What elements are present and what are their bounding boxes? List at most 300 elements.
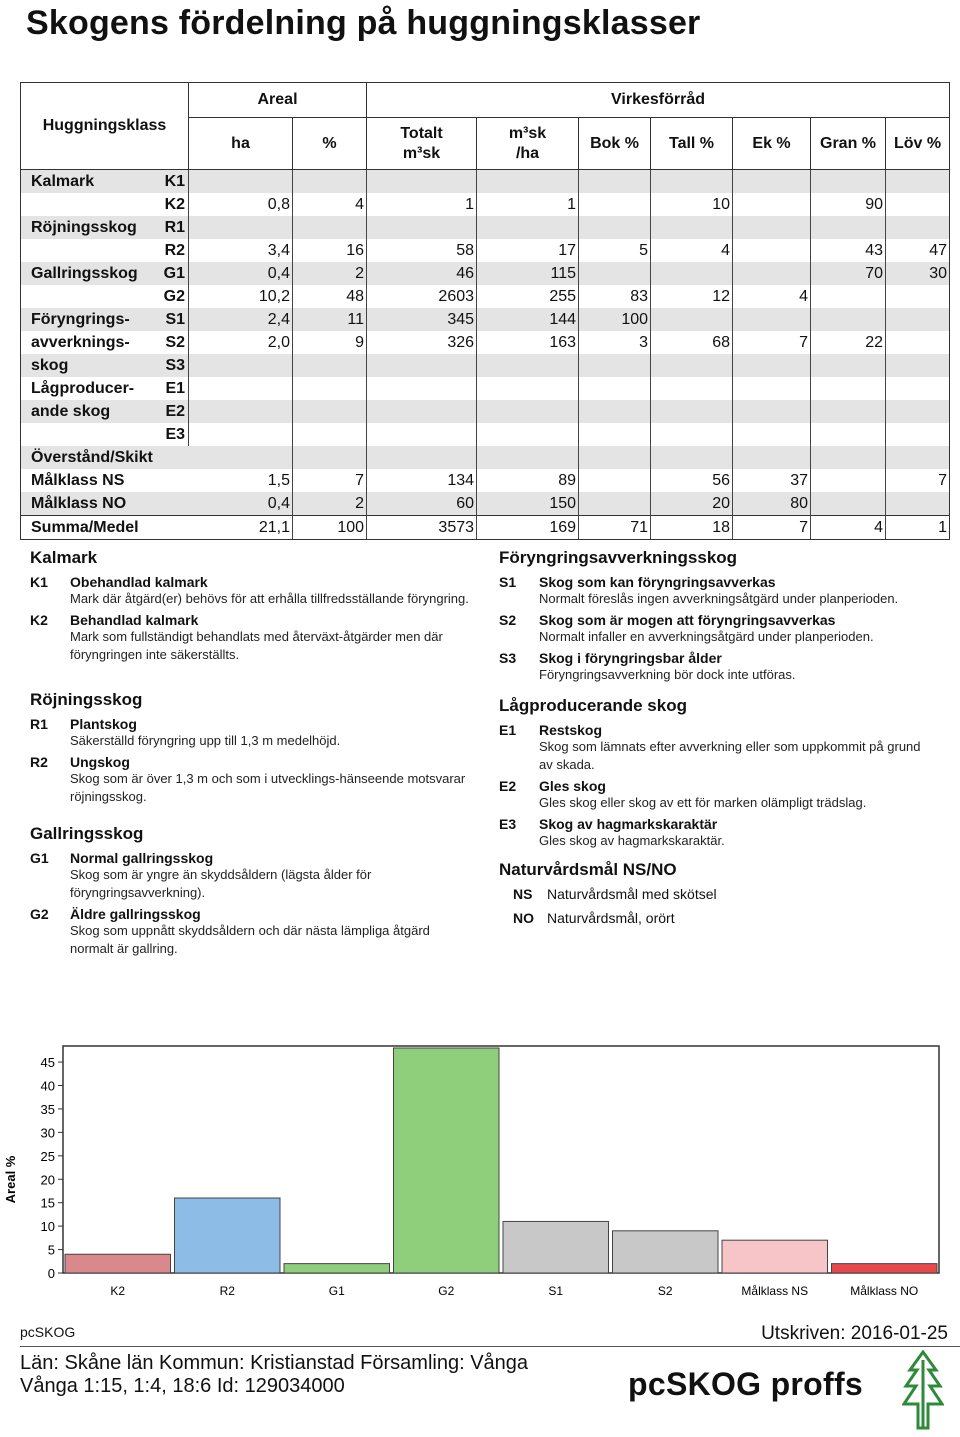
- legend-code: R2: [30, 754, 48, 770]
- cell-bok: 71: [579, 516, 651, 540]
- cell-ek: [733, 239, 811, 262]
- x-tick-label: K2: [110, 1284, 126, 1298]
- legend-section: [30, 548, 475, 664]
- cell-bok: 3: [579, 331, 651, 354]
- cell-lov: 1: [886, 516, 950, 540]
- ns-heading: Naturvårdsmål NS/NO: [499, 860, 677, 879]
- cell-tall: 12: [651, 285, 733, 308]
- cell-pct: [293, 170, 367, 194]
- cell-ek: 7: [733, 516, 811, 540]
- cell-bok: [579, 492, 651, 516]
- cell-ek: [733, 170, 811, 194]
- legend-item: [30, 716, 475, 750]
- legend-name: Skog i föryngringsbar ålder: [539, 650, 722, 666]
- cell-lov: [886, 492, 950, 516]
- row-label: Föryngrings-: [21, 308, 159, 331]
- cell-msk: 169: [477, 516, 579, 540]
- col-gran: Gran %: [811, 118, 886, 170]
- cell-bok: [579, 216, 651, 239]
- row-code: G1: [159, 262, 189, 285]
- table-row: [21, 492, 950, 516]
- row-label: Gallringsskog: [21, 262, 159, 285]
- row-label: Målklass NO: [21, 492, 189, 516]
- row-label: Lågproducer-: [21, 377, 159, 400]
- cell-msk: 163: [477, 331, 579, 354]
- cell-ha: [189, 400, 293, 423]
- cell-ek: [733, 308, 811, 331]
- bar-g1: [284, 1264, 390, 1273]
- cell-tall: [651, 216, 733, 239]
- table-row: [21, 239, 950, 262]
- cell-msk: [477, 446, 579, 469]
- row-code: R2: [159, 239, 189, 262]
- cell-gran: [811, 216, 886, 239]
- table-row: [21, 446, 950, 469]
- cell-bok: [579, 377, 651, 400]
- legend-code: S3: [499, 650, 517, 666]
- table-row: [21, 285, 950, 308]
- row-code: S2: [159, 331, 189, 354]
- legend-name: Äldre gallringsskog: [70, 906, 201, 922]
- cell-tall: [651, 170, 733, 194]
- cell-gran: [811, 354, 886, 377]
- col-lov: Löv %: [886, 118, 950, 170]
- legend-left: [30, 548, 475, 962]
- cell-tall: [651, 354, 733, 377]
- bar-s1: [503, 1221, 609, 1273]
- cell-pct: 16: [293, 239, 367, 262]
- ns-text: Naturvårdsmål, orört: [547, 910, 675, 926]
- row-code: E3: [159, 423, 189, 446]
- cell-pct: [293, 354, 367, 377]
- cell-ha: 2,4: [189, 308, 293, 331]
- row-label: [21, 193, 159, 216]
- cell-ek: [733, 262, 811, 285]
- cell-pct: [293, 377, 367, 400]
- x-tick-label: Målklass NO: [850, 1284, 919, 1298]
- y-tick-label: 25: [40, 1148, 55, 1164]
- cell-tall: 4: [651, 239, 733, 262]
- cell-tot: 3573: [367, 516, 477, 540]
- cell-msk: 144: [477, 308, 579, 331]
- cell-tall: 18: [651, 516, 733, 540]
- cell-lov: [886, 446, 950, 469]
- legend-section: [30, 690, 475, 806]
- cell-lov: [886, 285, 950, 308]
- cell-ha: 21,1: [189, 516, 293, 540]
- cell-tall: [651, 423, 733, 446]
- legend-desc: Gles skog eller skog av ett för marken olämpligt trädslag.: [539, 795, 867, 810]
- row-code: E1: [159, 377, 189, 400]
- cell-bok: [579, 423, 651, 446]
- cell-msk: 17: [477, 239, 579, 262]
- row-label: [21, 239, 159, 262]
- cell-gran: [811, 170, 886, 194]
- table-row: [21, 354, 950, 377]
- legend-name: Skog som är mogen att föryngringsavverkas: [539, 612, 836, 628]
- y-tick-label: 15: [40, 1195, 55, 1211]
- ns-text: Naturvårdsmål med skötsel: [547, 886, 717, 902]
- cell-tot: [367, 377, 477, 400]
- cell-msk: [477, 423, 579, 446]
- cell-bok: [579, 446, 651, 469]
- legend-desc: Skog som är över 1,3 m och som i utvecklings-hänseende motsvarar röjningsskog.: [70, 771, 466, 804]
- col-msk-ha: m³sk /ha: [477, 118, 579, 170]
- row-code: K2: [159, 193, 189, 216]
- table-row: [21, 400, 950, 423]
- cell-pct: 7: [293, 469, 367, 492]
- property-info: Vånga 1:15, 1:4, 18:6 Id: 129034000: [20, 1375, 345, 1397]
- legend-desc: Skog som lämnats efter avverkning eller som uppkommit på grund av skada.: [539, 739, 921, 772]
- row-label: Summa/Medel: [21, 516, 189, 540]
- legend-code: S2: [499, 612, 517, 628]
- y-tick-label: 40: [40, 1078, 55, 1094]
- legend-desc: Mark som fullständigt behandlats med återväxt-åtgärder men där föryngringen inte säkerställts.: [70, 629, 443, 662]
- legend-name: Restskog: [539, 722, 603, 738]
- cell-pct: 9: [293, 331, 367, 354]
- cell-pct: [293, 216, 367, 239]
- legend-name: Skog av hagmarkskaraktär: [539, 816, 718, 832]
- cell-bok: [579, 354, 651, 377]
- x-tick-label: S2: [657, 1284, 673, 1298]
- cell-tot: [367, 400, 477, 423]
- cell-lov: [886, 193, 950, 216]
- cell-ek: [733, 193, 811, 216]
- cell-tot: 58: [367, 239, 477, 262]
- legend-code: G2: [30, 906, 49, 922]
- legend-desc: Säkerställd föryngring upp till 1,3 m medelhöjd.: [70, 733, 341, 748]
- app-name: pcSKOG: [20, 1324, 76, 1340]
- col-pct: %: [293, 118, 367, 170]
- y-tick-label: 20: [40, 1172, 55, 1188]
- legend-code: K2: [30, 612, 48, 628]
- legend-item: [30, 850, 475, 902]
- cell-gran: 22: [811, 331, 886, 354]
- cell-ek: [733, 377, 811, 400]
- table-row: [21, 516, 950, 540]
- cell-ha: 2,0: [189, 331, 293, 354]
- legend-heading: Föryngringsavverkningsskog: [499, 548, 738, 567]
- cell-msk: 150: [477, 492, 579, 516]
- cell-lov: [886, 331, 950, 354]
- tree-icon: [902, 1350, 944, 1430]
- cell-bok: 5: [579, 239, 651, 262]
- cell-tot: [367, 170, 477, 194]
- cell-bok: 100: [579, 308, 651, 331]
- cell-gran: 70: [811, 262, 886, 285]
- cell-tot: [367, 446, 477, 469]
- col-ha: ha: [189, 118, 293, 170]
- cell-ha: 0,8: [189, 193, 293, 216]
- cell-tall: [651, 446, 733, 469]
- legend-desc: Normalt infaller en avverkningsåtgärd under planperioden.: [539, 629, 874, 644]
- legend-item: [30, 574, 475, 608]
- legend-item: [499, 612, 929, 646]
- legend-name: Gles skog: [539, 778, 606, 794]
- row-label: avverknings-: [21, 331, 159, 354]
- brand-logo-text: pcSKOG proffs: [628, 1366, 864, 1402]
- cell-pct: 11: [293, 308, 367, 331]
- areal-bar-chart: [0, 1040, 960, 1310]
- y-tick-label: 30: [40, 1125, 55, 1141]
- row-code: S3: [159, 354, 189, 377]
- cell-msk: 89: [477, 469, 579, 492]
- cell-lov: [886, 400, 950, 423]
- legend-section: [30, 824, 475, 958]
- cell-msk: [477, 170, 579, 194]
- ns-item: [513, 886, 929, 902]
- cell-tot: 134: [367, 469, 477, 492]
- legend-name: Skog som kan föryngringsavverkas: [539, 574, 776, 590]
- legend-desc: Normalt föreslås ingen avverkningsåtgärd under planperioden.: [539, 591, 899, 606]
- location-info: Län: Skåne län Kommun: Kristianstad Församling: Vånga: [20, 1352, 529, 1374]
- cell-msk: [477, 216, 579, 239]
- cell-msk: 255: [477, 285, 579, 308]
- cell-tall: [651, 377, 733, 400]
- x-tick-label: G2: [438, 1284, 455, 1298]
- row-label: [21, 285, 159, 308]
- table-row: [21, 469, 950, 492]
- cell-tot: 60: [367, 492, 477, 516]
- cell-pct: 48: [293, 285, 367, 308]
- cell-tall: 56: [651, 469, 733, 492]
- cell-bok: [579, 262, 651, 285]
- legend-heading: Lågproducerande skog: [499, 696, 687, 715]
- cell-tot: [367, 216, 477, 239]
- footer-divider: [20, 1346, 960, 1347]
- x-tick-label: S1: [548, 1284, 564, 1298]
- row-label: Kalmark: [21, 170, 159, 194]
- legend-code: G1: [30, 850, 49, 866]
- cell-gran: [811, 377, 886, 400]
- row-code: G2: [159, 285, 189, 308]
- cell-tot: 345: [367, 308, 477, 331]
- ns-item: [513, 910, 929, 926]
- legend-item: [30, 754, 475, 806]
- table-row: [21, 377, 950, 400]
- legend-desc: Skog som är yngre än skyddsåldern (lägsta ålder för föryngringsavverkning).: [70, 867, 372, 900]
- cell-lov: [886, 423, 950, 446]
- legend-desc: Skog som uppnått skyddsåldern och där nästa lämpliga åtgärd normalt är gallring.: [70, 923, 430, 956]
- col-huggningsklass: Huggningsklass: [21, 83, 189, 170]
- cell-lov: [886, 377, 950, 400]
- bar-k2: [65, 1254, 171, 1273]
- row-code: R1: [159, 216, 189, 239]
- cell-ek: [733, 354, 811, 377]
- legend-desc: Föryngringsavverkning bör dock inte utföras.: [539, 667, 796, 682]
- cell-pct: 4: [293, 193, 367, 216]
- forest-table: [20, 82, 949, 540]
- legend-section: [499, 548, 929, 684]
- cell-pct: 2: [293, 492, 367, 516]
- cell-pct: [293, 423, 367, 446]
- legend-name: Ungskog: [70, 754, 130, 770]
- table-row: [21, 423, 950, 446]
- legend-name: Obehandlad kalmark: [70, 574, 208, 590]
- cell-bok: 83: [579, 285, 651, 308]
- legend-item: [499, 650, 929, 684]
- cell-msk: [477, 354, 579, 377]
- y-tick-label: 0: [47, 1266, 55, 1281]
- legend-item: [499, 574, 929, 608]
- table-row: [21, 331, 950, 354]
- row-label: skog: [21, 354, 159, 377]
- legend-code: R1: [30, 716, 48, 732]
- table-row: [21, 193, 950, 216]
- legend-name: Behandlad kalmark: [70, 612, 199, 628]
- cell-ha: [189, 446, 293, 469]
- cell-tall: [651, 262, 733, 285]
- cell-ek: [733, 400, 811, 423]
- row-label: Överstånd/Skikt: [21, 446, 189, 469]
- bar-r2: [175, 1198, 281, 1273]
- table-row: [21, 170, 950, 194]
- cell-ha: 0,4: [189, 492, 293, 516]
- cell-gran: [811, 492, 886, 516]
- legend-name: Normal gallringsskog: [70, 850, 214, 866]
- cell-lov: 30: [886, 262, 950, 285]
- cell-tall: [651, 308, 733, 331]
- cell-gran: [811, 446, 886, 469]
- x-tick-label: R2: [219, 1284, 235, 1298]
- cell-gran: [811, 423, 886, 446]
- cell-pct: [293, 446, 367, 469]
- cell-ek: [733, 446, 811, 469]
- cell-pct: 100: [293, 516, 367, 540]
- cell-tot: 326: [367, 331, 477, 354]
- legend-item: [30, 612, 475, 664]
- page-title: Skogens fördelning på huggningsklasser: [26, 4, 701, 42]
- row-code: K1: [159, 170, 189, 194]
- cell-ha: 0,4: [189, 262, 293, 285]
- col-areal: Areal: [189, 83, 367, 118]
- table-row: [21, 262, 950, 285]
- legend-code: E1: [499, 722, 517, 738]
- cell-lov: 7: [886, 469, 950, 492]
- cell-bok: [579, 469, 651, 492]
- legend-item: [499, 722, 929, 774]
- legend-desc: Mark där åtgärd(er) behövs för att erhålla tillfredsställande föryngring.: [70, 591, 469, 606]
- ns-code: NO: [513, 910, 534, 926]
- legend-code: K1: [30, 574, 48, 590]
- cell-ek: [733, 423, 811, 446]
- bar-g2: [394, 1048, 500, 1273]
- legend-section: [499, 696, 929, 850]
- cell-bok: [579, 193, 651, 216]
- cell-ha: [189, 423, 293, 446]
- cell-tall: 68: [651, 331, 733, 354]
- ns-code: NS: [513, 886, 533, 902]
- bar-målklass-no: [832, 1264, 938, 1273]
- cell-ha: [189, 354, 293, 377]
- cell-lov: 47: [886, 239, 950, 262]
- cell-gran: [811, 469, 886, 492]
- legend-item: [499, 778, 929, 812]
- y-tick-label: 10: [40, 1219, 55, 1235]
- legend-desc: Gles skog av hagmarkskaraktär.: [539, 833, 725, 848]
- legend-item: [30, 906, 475, 958]
- cell-tall: [651, 400, 733, 423]
- cell-ek: 4: [733, 285, 811, 308]
- bar-s2: [613, 1231, 719, 1273]
- cell-bok: [579, 400, 651, 423]
- legend-code: S1: [499, 574, 517, 590]
- legend-heading: Gallringsskog: [30, 824, 144, 843]
- row-label: [21, 423, 159, 446]
- cell-tall: 20: [651, 492, 733, 516]
- legend-code: E2: [499, 778, 517, 794]
- cell-tot: [367, 423, 477, 446]
- cell-gran: 90: [811, 193, 886, 216]
- row-label: Målklass NS: [21, 469, 189, 492]
- row-code: E2: [159, 400, 189, 423]
- row-code: S1: [159, 308, 189, 331]
- col-totalt: Totalt m³sk: [367, 118, 477, 170]
- legend-item: [499, 816, 929, 850]
- cell-ha: 10,2: [189, 285, 293, 308]
- legend-code: E3: [499, 816, 517, 832]
- cell-msk: 1: [477, 193, 579, 216]
- cell-tot: [367, 354, 477, 377]
- cell-bok: [579, 170, 651, 194]
- cell-lov: [886, 308, 950, 331]
- cell-ha: 1,5: [189, 469, 293, 492]
- cell-ek: 37: [733, 469, 811, 492]
- y-tick-label: 35: [40, 1101, 55, 1117]
- cell-gran: [811, 400, 886, 423]
- legend-heading: Röjningsskog: [30, 690, 143, 709]
- printed-date: Utskriven: 2016-01-25: [761, 1323, 948, 1344]
- cell-pct: [293, 400, 367, 423]
- col-tall: Tall %: [651, 118, 733, 170]
- cell-ek: 7: [733, 331, 811, 354]
- cell-lov: [886, 170, 950, 194]
- x-tick-label: G1: [328, 1284, 345, 1298]
- cell-msk: [477, 400, 579, 423]
- cell-gran: [811, 308, 886, 331]
- cell-tall: 10: [651, 193, 733, 216]
- cell-ha: [189, 170, 293, 194]
- x-tick-label: Målklass NS: [741, 1284, 809, 1298]
- cell-msk: 115: [477, 262, 579, 285]
- cell-gran: [811, 285, 886, 308]
- row-label: ande skog: [21, 400, 159, 423]
- y-axis-label: Areal %: [3, 1155, 18, 1204]
- table-row: [21, 216, 950, 239]
- cell-gran: 43: [811, 239, 886, 262]
- cell-tot: 1: [367, 193, 477, 216]
- cell-ha: 3,4: [189, 239, 293, 262]
- cell-gran: 4: [811, 516, 886, 540]
- col-ek: Ek %: [733, 118, 811, 170]
- table-row: [21, 308, 950, 331]
- col-virkesforrad: Virkesförråd: [367, 83, 950, 118]
- cell-pct: 2: [293, 262, 367, 285]
- row-label: Röjningsskog: [21, 216, 159, 239]
- bar-målklass-ns: [722, 1240, 828, 1273]
- legend-right: [499, 548, 929, 934]
- legend-name: Plantskog: [70, 716, 137, 732]
- cell-lov: [886, 216, 950, 239]
- cell-tot: 2603: [367, 285, 477, 308]
- cell-ha: [189, 216, 293, 239]
- y-tick-label: 5: [47, 1242, 55, 1258]
- cell-ek: [733, 216, 811, 239]
- cell-ha: [189, 377, 293, 400]
- cell-ek: 80: [733, 492, 811, 516]
- legend-heading: Kalmark: [30, 548, 98, 567]
- cell-lov: [886, 354, 950, 377]
